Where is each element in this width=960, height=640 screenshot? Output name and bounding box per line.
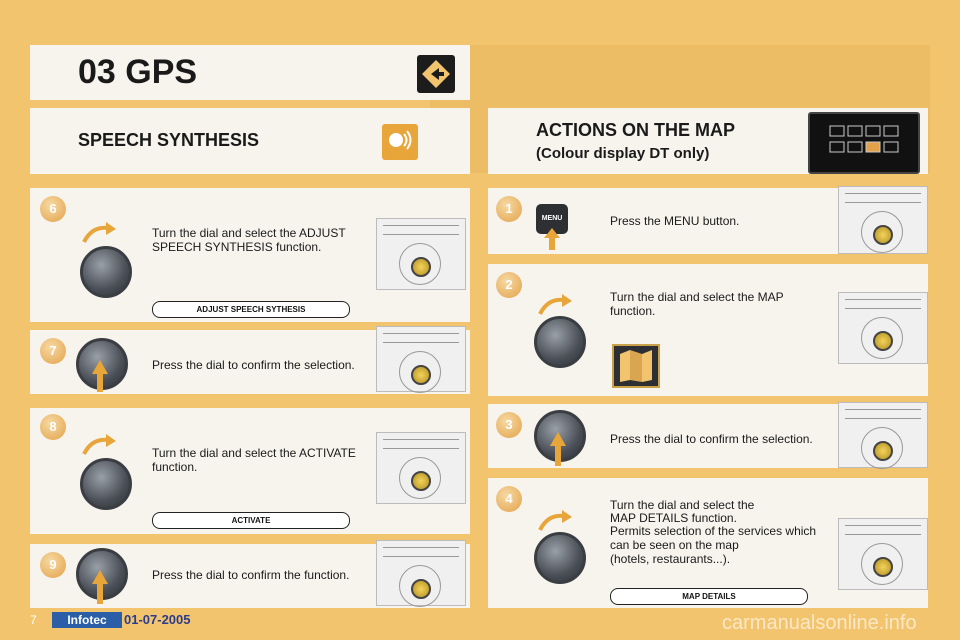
page-number: 7: [30, 613, 37, 627]
map-icon: [612, 344, 660, 388]
step-4-badge: 4: [496, 486, 522, 512]
step-1-panel: [488, 188, 928, 254]
step-4-text-2: MAP DETAILS function.: [610, 511, 737, 525]
dial-icon: [534, 532, 586, 584]
turn-arrow-icon: [82, 220, 118, 244]
console-icon: [838, 518, 928, 590]
section-subheading: (Colour display DT only): [536, 145, 710, 162]
console-icon: [376, 540, 466, 606]
step-4-panel: [488, 478, 928, 608]
step-7-badge: 7: [40, 338, 66, 364]
speech-synthesis-header: [30, 108, 470, 174]
step-8-pill: ACTIVATE: [152, 512, 350, 529]
step-9-text: Press the dial to confirm the function.: [152, 568, 350, 582]
dial-icon: [80, 246, 132, 298]
console-icon: [838, 186, 928, 254]
press-arrow-icon: [544, 228, 560, 250]
console-icon: [838, 292, 928, 364]
step-7-text: Press the dial to confirm the selection.: [152, 358, 355, 372]
infotec-logo: Infotec: [52, 612, 122, 628]
press-arrow-icon: [550, 432, 566, 466]
section-heading: ACTIONS ON THE MAP: [536, 120, 736, 140]
speech-icon: [382, 124, 418, 160]
press-arrow-icon: [92, 360, 108, 392]
step-9-panel: [30, 544, 470, 608]
step-1-badge: 1: [496, 196, 522, 222]
step-4-text-4: (hotels, restaurants...).: [610, 552, 731, 566]
step-6-badge: 6: [40, 196, 66, 222]
step-4-text-3: Permits selection of the services which can be seen on the map: [610, 524, 817, 552]
page-title: 03 GPS: [78, 53, 198, 91]
step-2-text: Turn the dial and select the MAP function.: [610, 290, 784, 318]
step-3-panel: [488, 404, 928, 468]
console-icon: [376, 218, 466, 290]
step-2-badge: 2: [496, 272, 522, 298]
turn-arrow-icon: [538, 508, 574, 532]
console-icon: [376, 432, 466, 504]
section-heading: SPEECH SYNTHESIS: [78, 130, 260, 150]
press-arrow-icon: [92, 570, 108, 604]
step-4-text-1: Turn the dial and select the: [610, 498, 755, 512]
dial-icon: [80, 458, 132, 510]
step-6-pill: ADJUST SPEECH SYTHESIS: [152, 301, 350, 318]
turn-arrow-icon: [82, 432, 118, 456]
title-band: [30, 45, 470, 100]
navigation-arrow-icon: [417, 55, 455, 93]
step-7-panel: [30, 330, 470, 394]
map-actions-header: [488, 108, 928, 174]
console-icon: [376, 326, 466, 392]
step-8-badge: 8: [40, 414, 66, 440]
step-6-text: Turn the dial and select the ADJUST SPEECH SYNTHESIS function.: [152, 226, 346, 254]
turn-arrow-icon: [538, 292, 574, 316]
step-4-pill: MAP DETAILS: [610, 588, 808, 605]
step-3-badge: 3: [496, 412, 522, 438]
dial-icon: [534, 316, 586, 368]
console-icon: [838, 402, 928, 468]
step-8-panel: [30, 408, 470, 534]
footer-date: 01-07-2005: [124, 612, 191, 627]
step-9-badge: 9: [40, 552, 66, 578]
step-1-text: Press the MENU button.: [610, 214, 740, 228]
menu-button-icon: MENU: [536, 204, 568, 234]
step-8-text: Turn the dial and select the ACTIVATE function.: [152, 446, 356, 474]
watermark: carmanualsonline.info: [722, 612, 917, 634]
display-screen-icon: [808, 112, 920, 174]
step-6-panel: [30, 188, 470, 322]
step-3-text: Press the dial to confirm the selection.: [610, 432, 813, 446]
step-2-panel: [488, 264, 928, 396]
